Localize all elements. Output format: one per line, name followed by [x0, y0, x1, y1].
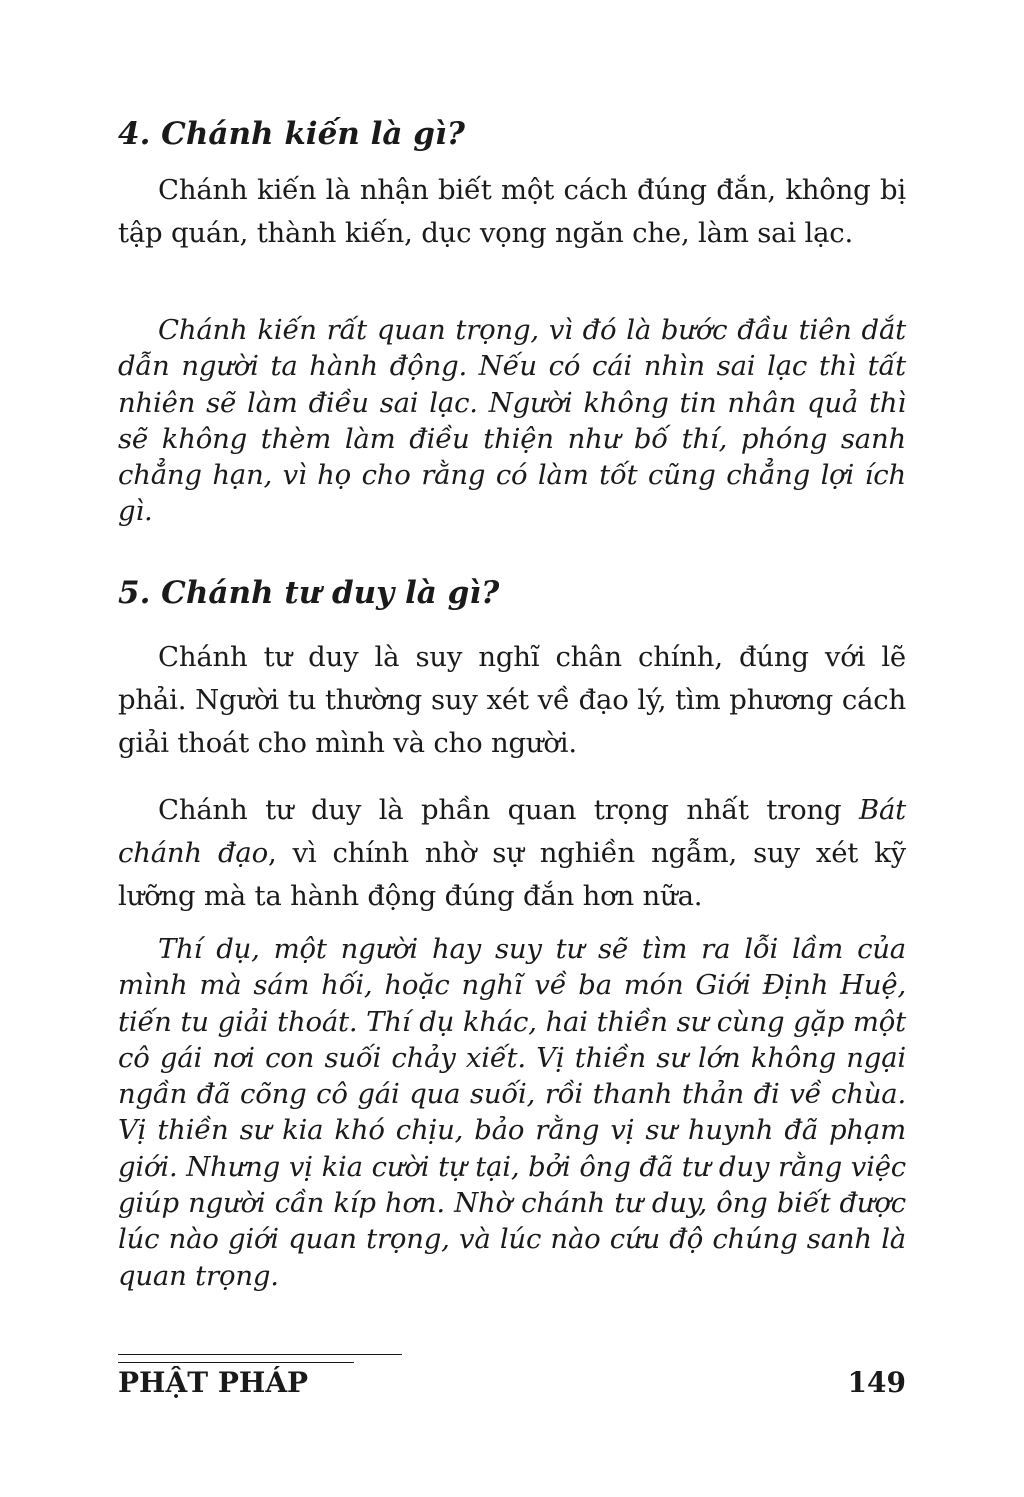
footer-rule-top: [118, 1354, 402, 1355]
running-footer-title: PHẬT PHÁP: [118, 1366, 309, 1399]
section-5-paragraph-3: [118, 931, 906, 1294]
section-4-paragraph-2: [118, 312, 906, 530]
section-5-paragraph-2: [118, 789, 906, 918]
section-5-paragraph-1: [118, 636, 906, 765]
section-4-paragraph-1-text: Chánh kiến là nhận biết một cách đúng đắn, không bị tập quán, thành kiến, dục vọng ngăn che, làm sai lạc.: [118, 174, 906, 249]
section-5-heading: 5. Chánh tư duy là gì?: [118, 575, 500, 611]
section-5-paragraph-3-text: Thí dụ, một người hay suy tư sẽ tìm ra lỗi lầm của mình mà sám hối, hoặc nghĩ về ba món Giới Định Huệ, tiến tu giải thoát. Thí dụ khác, hai thiền sư cùng gặp một cô gái nơi con suối chảy xiết. Vị thiền sư lớn không ngại ngần đã cõng cô gái qua suối, rồi thanh thản đi về chùa. Vị thiền sư kia khó chịu, bảo rằng vị sư huynh đã phạm giới. Nhưng vị kia cười tự tại, bởi ông đã tư duy rằng việc giúp người cần kíp hơn. Nhờ chánh tư duy, ông biết được lúc nào giới quan trọng, và lúc nào cứu độ chúng sanh là quan trọng.: [118, 933, 906, 1292]
section-4-paragraph-2-text: Chánh kiến rất quan trọng, vì đó là bước đầu tiên dắt dẫn người ta hành động. Nếu có cái nhìn sai lạc thì tất nhiên sẽ làm điều sai lạc. Người không tin nhân quả thì sẽ không thèm làm điều thiện như bố thí, phóng sanh chẳng hạn, vì họ cho rằng có làm tốt cũng chẳng lợi ích gì.: [118, 314, 906, 528]
book-page: [118, 0, 906, 1497]
section-5-paragraph-2-text-b: , vì chính nhờ sự nghiền ngẫm, suy xét kỹ lưỡng mà ta hành động đúng đắn hơn nữa.: [118, 837, 906, 912]
section-4-paragraph-1: [118, 169, 906, 255]
page-number: 149: [847, 1366, 906, 1399]
section-5-paragraph-1-text: Chánh tư duy là suy nghĩ chân chính, đúng với lẽ phải. Người tu thường suy xét về đạo lý, tìm phương cách giải thoát cho mình và cho người.: [118, 641, 906, 759]
footer-rule-bottom: [118, 1362, 354, 1363]
section-5-paragraph-2-emphasis: Bát chánh đạo: [118, 794, 906, 869]
section-4-heading: 4. Chánh kiến là gì?: [118, 116, 465, 152]
section-5-paragraph-2-text-a: Chánh tư duy là phần quan trọng nhất trong: [158, 794, 859, 826]
